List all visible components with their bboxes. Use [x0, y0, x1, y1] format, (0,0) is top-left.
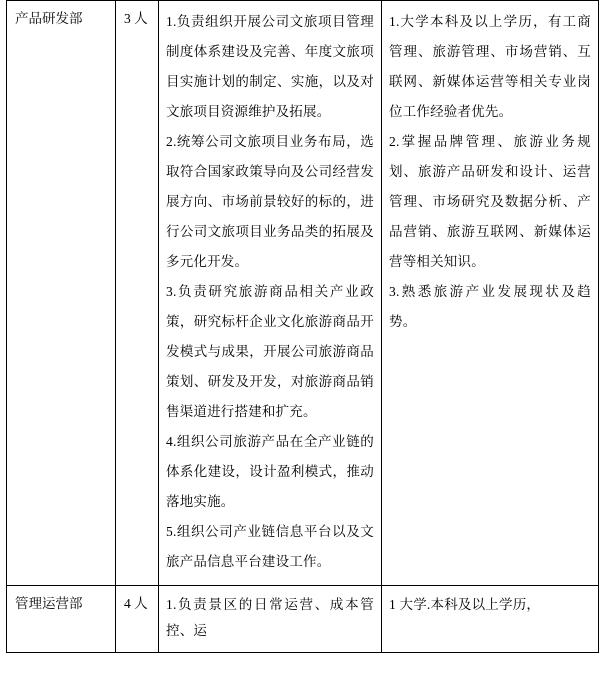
table-cell-headcount — [116, 586, 159, 653]
department-name: 管理运营部 — [15, 596, 83, 611]
headcount-value: 3 人 — [124, 11, 148, 26]
duty-paragraph: 1.负责组织开展公司文旅项目管理制度体系建设及完善、年度文旅项目实施计划的制定、实施，以及对文旅项目资源维护及拓展。 — [166, 14, 374, 119]
requirement-paragraph: 2.掌握品牌管理、旅游业务规划、旅游产品研发和设计、运营管理、市场研究及数据分析、产品营销、旅游互联网、新媒体运营等相关知识。 — [389, 134, 591, 269]
table-cell-duties — [159, 586, 382, 653]
duty-paragraph: 1.负责景区的日常运营、成本管控、运 — [166, 597, 374, 638]
requirement-paragraph: 1.大学本科及以上学历，有工商管理、旅游管理、市场营销、互联网、新媒体运营等相关专业岗位工作经验者优先。 — [389, 14, 591, 119]
requirement-paragraph: 1 大学.本科及以上学历， — [389, 597, 541, 612]
table-cell-requirements — [382, 586, 599, 653]
table-cell-requirements — [382, 1, 599, 586]
department-name: 产品研发部 — [15, 11, 83, 26]
table-cell-department — [7, 586, 116, 653]
job-description-table — [6, 0, 599, 653]
table-cell-department — [7, 1, 116, 586]
table-cell-headcount — [116, 1, 159, 586]
duty-paragraph: 4.组织公司旅游产品在全产业链的体系化建设，设计盈利模式，推动落地实施。 — [166, 434, 374, 509]
table-row — [7, 1, 599, 586]
table-cell-duties — [159, 1, 382, 586]
duty-paragraph: 2.统筹公司文旅项目业务布局，选取符合国家政策导向及公司经营发展方向、市场前景较好的标的，进行公司文旅项目业务品类的拓展及多元化开发。 — [166, 134, 374, 269]
table-row — [7, 586, 599, 653]
duty-paragraph: 3.负责研究旅游商品相关产业政策，研究标杆企业文化旅游商品开发模式与成果，开展公司旅游商品策划、研发及开发，对旅游商品销售渠道进行搭建和扩充。 — [166, 284, 374, 419]
requirement-paragraph: 3.熟悉旅游产业发展现状及趋势。 — [389, 284, 591, 329]
duty-paragraph: 5.组织公司产业链信息平台以及文旅产品信息平台建设工作。 — [166, 524, 374, 569]
headcount-value: 4 人 — [124, 596, 148, 611]
